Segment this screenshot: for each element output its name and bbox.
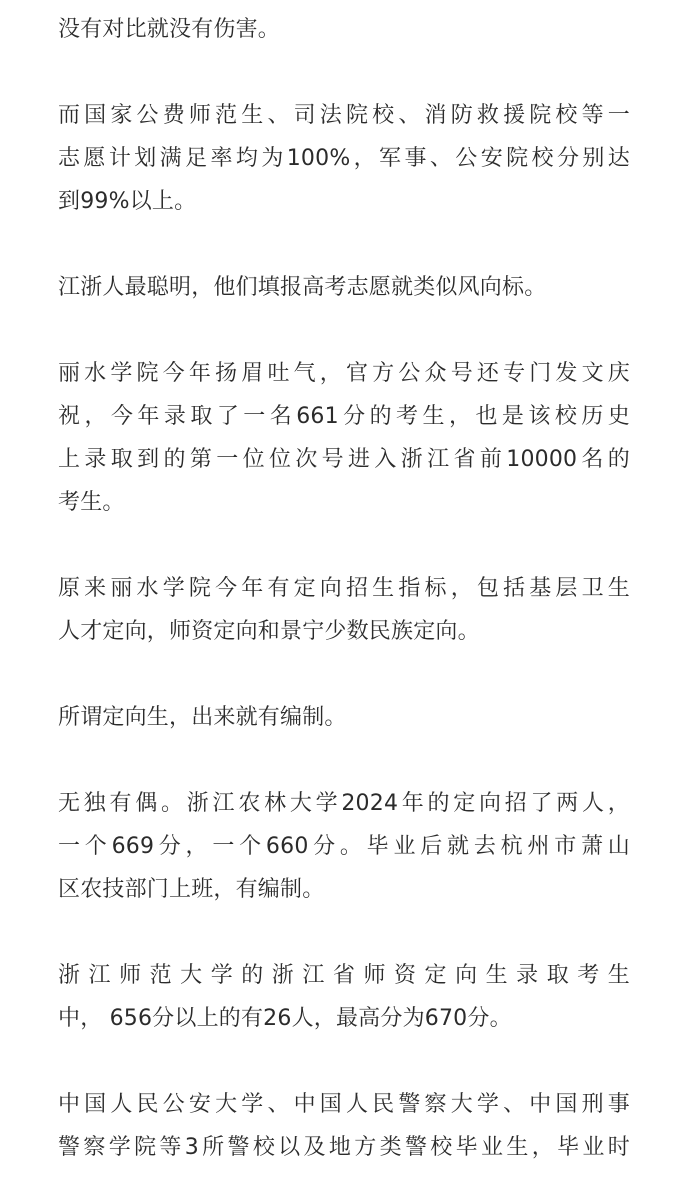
paragraph-line: 没有对比就没有伤害。 [58,17,281,42]
paragraph-line: 到99%以上。 [58,189,197,214]
paragraph-line: 考生。 [58,490,125,515]
paragraph-line: 区农技部门上班，有编制。 [58,877,325,902]
paragraph-line: 所谓定向生，出来就有编制。 [58,705,347,730]
paragraph-line: 无独有偶。浙江农林大学2024年的定向招了两人， [58,791,630,816]
paragraph-line: 人才定向，师资定向和景宁少数民族定向。 [58,619,480,644]
paragraph-line: 志愿计划满足率均为100%，军事、公安院校分别达 [58,146,630,171]
paragraph-line: 上录取到的第一位位次号进入浙江省前10000名的 [58,447,630,472]
paragraph-line: 原来丽水学院今年有定向招生指标，包括基层卫生 [58,576,630,601]
paragraph-line: 而国家公费师范生、司法院校、消防救援院校等一 [58,103,630,128]
paragraph-line: 丽水学院今年扬眉吐气，官方公众号还专门发文庆 [58,361,630,386]
paragraph-line: 一个669分，一个660分。毕业后就去杭州市萧山 [58,834,630,859]
paragraph-line: 中， 656分以上的有26人，最高分为670分。 [58,1006,512,1031]
paragraph-line: 祝，今年录取了一名661分的考生，也是该校历史 [58,404,630,429]
paragraph-line: 警察学院等3所警校以及地方类警校毕业生，毕业时 [58,1135,630,1160]
paragraph-line: 江浙人最聪明，他们填报高考志愿就类似风向标。 [58,275,547,300]
paragraph-line: 中国人民公安大学、中国人民警察大学、中国刑事 [58,1092,630,1117]
paragraph-line: 浙江师范大学的浙江省师资定向生录取考生 [58,963,630,988]
